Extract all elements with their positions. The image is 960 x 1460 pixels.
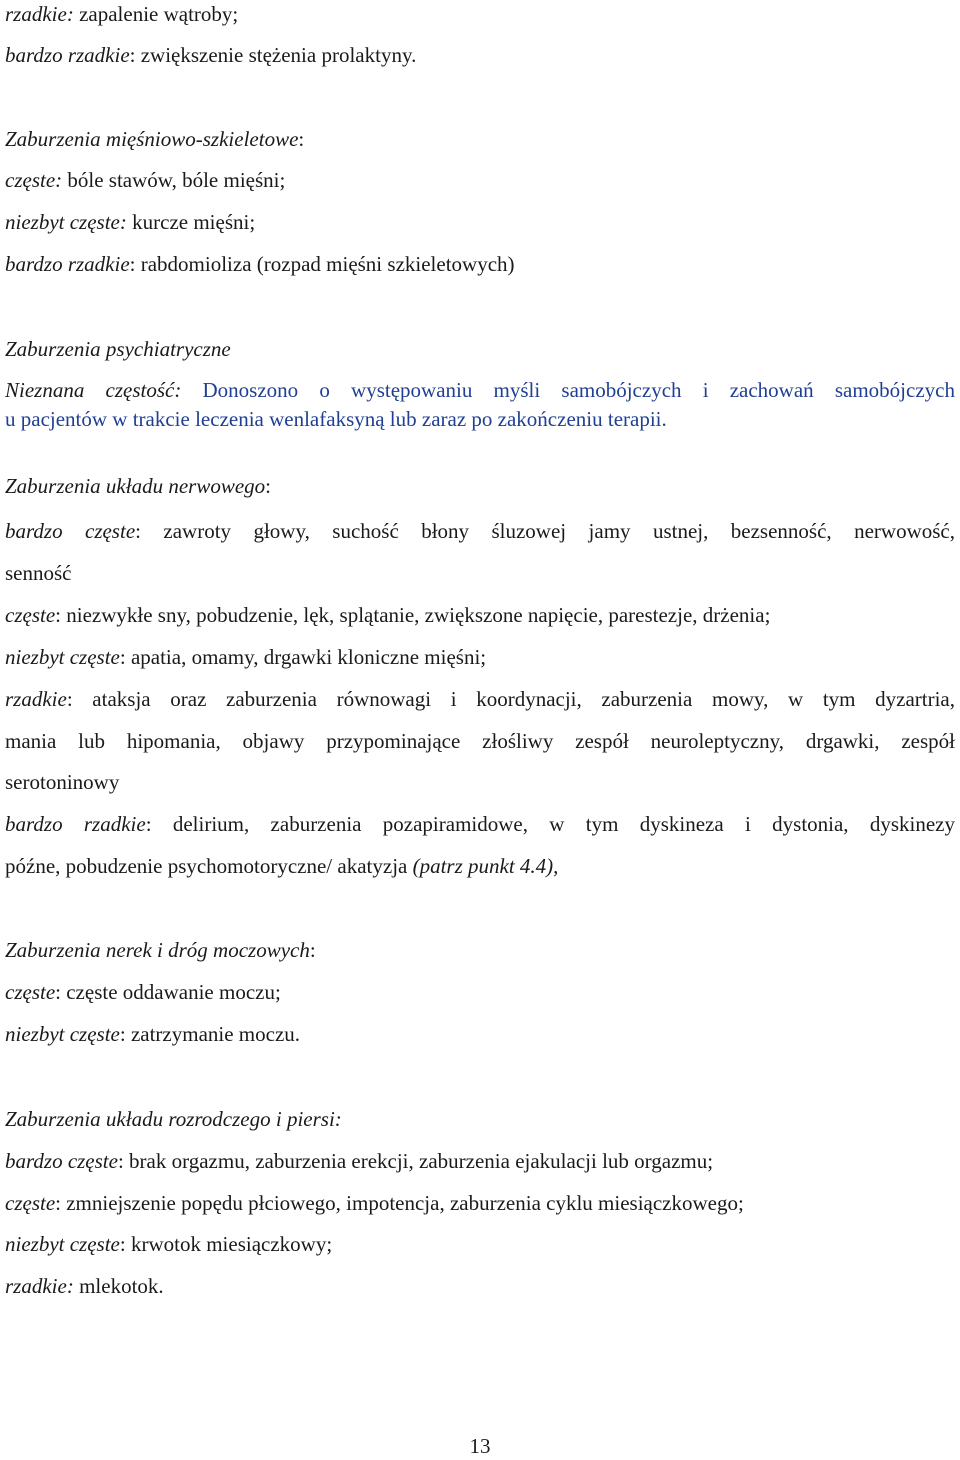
section-heading (5, 1105, 955, 1133)
text-line (5, 166, 955, 194)
line-text: : częste oddawanie moczu; (55, 980, 281, 1004)
frequency-label: częste (5, 1191, 56, 1215)
section-title: Zaburzenia układu nerwowego (5, 474, 266, 498)
frequency-label: bardzo rzadkie (5, 252, 130, 276)
section-reference: (patrz punkt 4.4), (412, 854, 559, 878)
frequency-label: częste (5, 603, 56, 627)
text-line (5, 810, 955, 838)
text-line (5, 1020, 955, 1048)
text-line (5, 643, 955, 671)
frequency-label: niezbyt częste (5, 1022, 120, 1046)
frequency-label: rzadkie (5, 687, 67, 711)
line-text: : rabdomioliza (rozpad mięśni szkieletowych) (129, 252, 515, 276)
line-text: serotoninowy (5, 770, 120, 794)
section-title: Zaburzenia mięśniowo-szkieletowe (5, 127, 299, 151)
frequency-label: częste (5, 980, 56, 1004)
frequency-label: częste: (5, 168, 63, 192)
text-line (5, 1147, 955, 1175)
line-text: : apatia, omamy, drgawki kloniczne mięśni; (119, 645, 487, 669)
line-text: u pacjentów w trakcie leczenia wenlafaksyną lub zaraz po zakończeniu terapii. (5, 407, 667, 431)
text-line (5, 978, 955, 1006)
text-line (5, 0, 955, 28)
line-text: senność (5, 561, 72, 585)
section-heading (5, 936, 955, 964)
line-text: mania lub hipomania, objawy przypominające złośliwy zespół neuroleptyczny, drgawki, zespół (5, 729, 955, 753)
line-text: Donoszono o występowaniu myśli samobójczych i zachowań samobójczych (181, 378, 955, 402)
text-line (5, 41, 955, 69)
text-line (5, 1272, 955, 1300)
line-text: zapalenie wątroby; (73, 2, 239, 26)
line-text: : zawroty głowy, suchość błony śluzowej jamy ustnej, bezsenność, nerwowość, (135, 519, 955, 543)
line-text: : zwiększenie stężenia prolaktyny. (129, 43, 417, 67)
frequency-label: rzadkie: (5, 1274, 74, 1298)
page-number: 13 (469, 1434, 491, 1458)
text-line (5, 852, 955, 880)
text-line (5, 376, 955, 404)
line-text: : (309, 938, 316, 962)
section-heading (5, 335, 955, 363)
frequency-label: niezbyt częste (5, 1232, 120, 1256)
section-heading (5, 472, 955, 500)
line-text: : (298, 127, 305, 151)
section-title: Zaburzenia psychiatryczne (5, 337, 231, 361)
line-text: późne, pobudzenie psychomotoryczne/ akatyzja (5, 854, 413, 878)
text-line (5, 685, 955, 713)
text-line (5, 517, 955, 545)
text-line (5, 208, 955, 236)
line-text: kurcze mięśni; (126, 210, 256, 234)
line-text: : ataksja oraz zaburzenia równowagi i koordynacji, zaburzenia mowy, w tym dyzartria, (66, 687, 955, 711)
text-line (5, 559, 955, 587)
frequency-label: bardzo rzadkie (5, 43, 130, 67)
frequency-label: bardzo częste (5, 1149, 118, 1173)
text-line (5, 405, 955, 433)
line-text: : delirium, zaburzenia pozapiramidowe, w tym dyskineza i dystonia, dyskinezy (145, 812, 956, 836)
text-line (5, 1230, 955, 1258)
section-title: Zaburzenia nerek i dróg moczowych (5, 938, 310, 962)
text-line (5, 768, 955, 796)
line-text: : zatrzymanie moczu. (119, 1022, 301, 1046)
text-line (5, 727, 955, 755)
frequency-label: niezbyt częste (5, 645, 120, 669)
text-line (5, 601, 955, 629)
text-line (5, 1189, 955, 1217)
section-heading (5, 125, 955, 153)
line-text: : brak orgazmu, zaburzenia erekcji, zaburzenia ejakulacji lub orgazmu; (117, 1149, 714, 1173)
frequency-label: rzadkie: (5, 2, 74, 26)
line-text: bóle stawów, bóle mięśni; (62, 168, 286, 192)
line-text: : krwotok miesiączkowy; (119, 1232, 333, 1256)
frequency-label: Nieznana częstość: (5, 378, 182, 402)
frequency-label: bardzo rzadkie (5, 812, 146, 836)
frequency-label: niezbyt częste: (5, 210, 127, 234)
line-text: : niezwykłe sny, pobudzenie, lęk, splątanie, zwiększone napięcie, parestezje, drżenia; (55, 603, 771, 627)
frequency-label: bardzo częste (5, 519, 136, 543)
line-text: mlekotok. (73, 1274, 164, 1298)
line-text: : (265, 474, 272, 498)
line-text: : zmniejszenie popędu płciowego, impotencja, zaburzenia cyklu miesiączkowego; (55, 1191, 744, 1215)
section-title: Zaburzenia układu rozrodczego i piersi: (5, 1107, 342, 1131)
text-line (5, 250, 955, 278)
